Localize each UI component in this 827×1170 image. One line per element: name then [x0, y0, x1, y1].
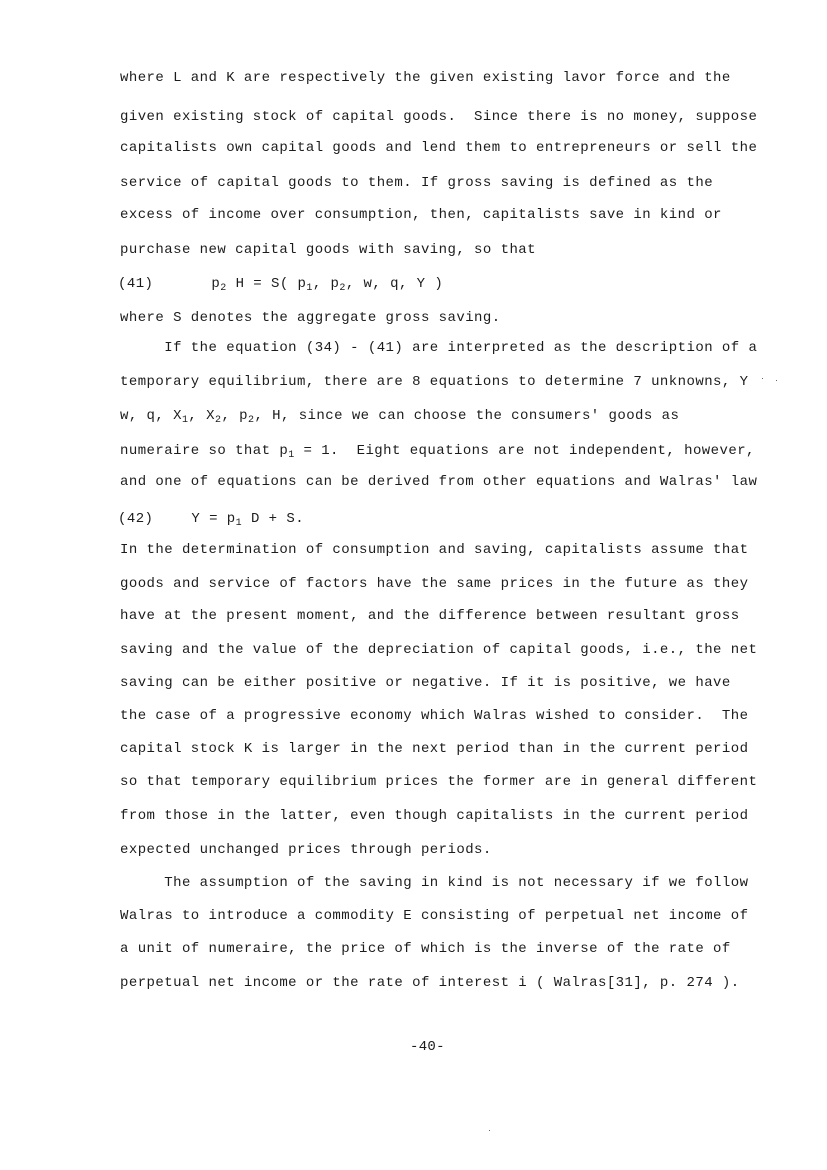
text-line: so that temporary equilibrium prices the former are in general different [120, 774, 758, 790]
text-line: service of capital goods to them. If gross saving is defined as the [120, 175, 714, 191]
page-number: -40- [410, 1039, 445, 1055]
text-line: perpetual net income or the rate of interest i ( Walras[31], p. 274 ). [120, 975, 740, 991]
scan-speck [489, 1130, 490, 1131]
text-line: purchase new capital goods with saving, so that [120, 242, 537, 258]
text-line: w, q, $X_1$, $X_2$, $p_2$, H, since we can choose the consumers' goods as [120, 408, 680, 426]
text-line: If the equation (34) - (41) are interpreted as the description of a [120, 340, 758, 356]
text-line: numeraire so that $p_1 = 1$. Eight equations are not independent, however, [120, 443, 755, 461]
text-line: and one of equations can be derived from other equations and Walras' law [120, 474, 758, 490]
text-line: saving can be either positive or negative. If it is positive, we have [120, 675, 731, 691]
scan-speck [762, 378, 763, 379]
text-line: expected unchanged prices through periods. [120, 842, 492, 858]
scan-speck [776, 380, 777, 381]
equation-number: (41) [118, 276, 154, 292]
text-line: given existing stock of capital goods. Since there is no money, suppose [120, 109, 758, 125]
text-line: where L and K are respectively the given existing lavor force and the [120, 70, 731, 86]
text-line: saving and the value of the depreciation of capital goods, i.e., the net [120, 642, 758, 658]
equation-41: (41) $p_2$ H = S( $p_1$, $p_2$, w, q, Y ) [118, 276, 444, 294]
text-line: In the determination of consumption and saving, capitalists assume that [120, 542, 749, 558]
text-line: temporary equilibrium, there are 8 equations to determine 7 unknowns, Y [120, 374, 749, 390]
text-line: The assumption of the saving in kind is not necessary if we follow [120, 875, 749, 891]
text-line: goods and service of factors have the same prices in the future as they [120, 576, 749, 592]
text-line: capital stock K is larger in the next period than in the current period [120, 741, 749, 757]
text-line: a unit of numeraire, the price of which is the inverse of the rate of [120, 941, 731, 957]
text-line: have at the present moment, and the difference between resultant gross [120, 608, 740, 624]
text-line: where S denotes the aggregate gross saving. [120, 310, 501, 326]
text-line: the case of a progressive economy which Walras wished to consider. The [120, 708, 749, 724]
text-line: excess of income over consumption, then, capitalists save in kind or [120, 207, 722, 223]
equation-42: (42) $Y = p_1$ D + S. [118, 511, 305, 529]
text-line: from those in the latter, even though capitalists in the current period [120, 808, 749, 824]
text-line: capitalists own capital goods and lend them to entrepreneurs or sell the [120, 140, 758, 156]
text-line: Walras to introduce a commodity E consisting of perpetual net income of [120, 908, 749, 924]
equation-number: (42) [118, 511, 154, 527]
